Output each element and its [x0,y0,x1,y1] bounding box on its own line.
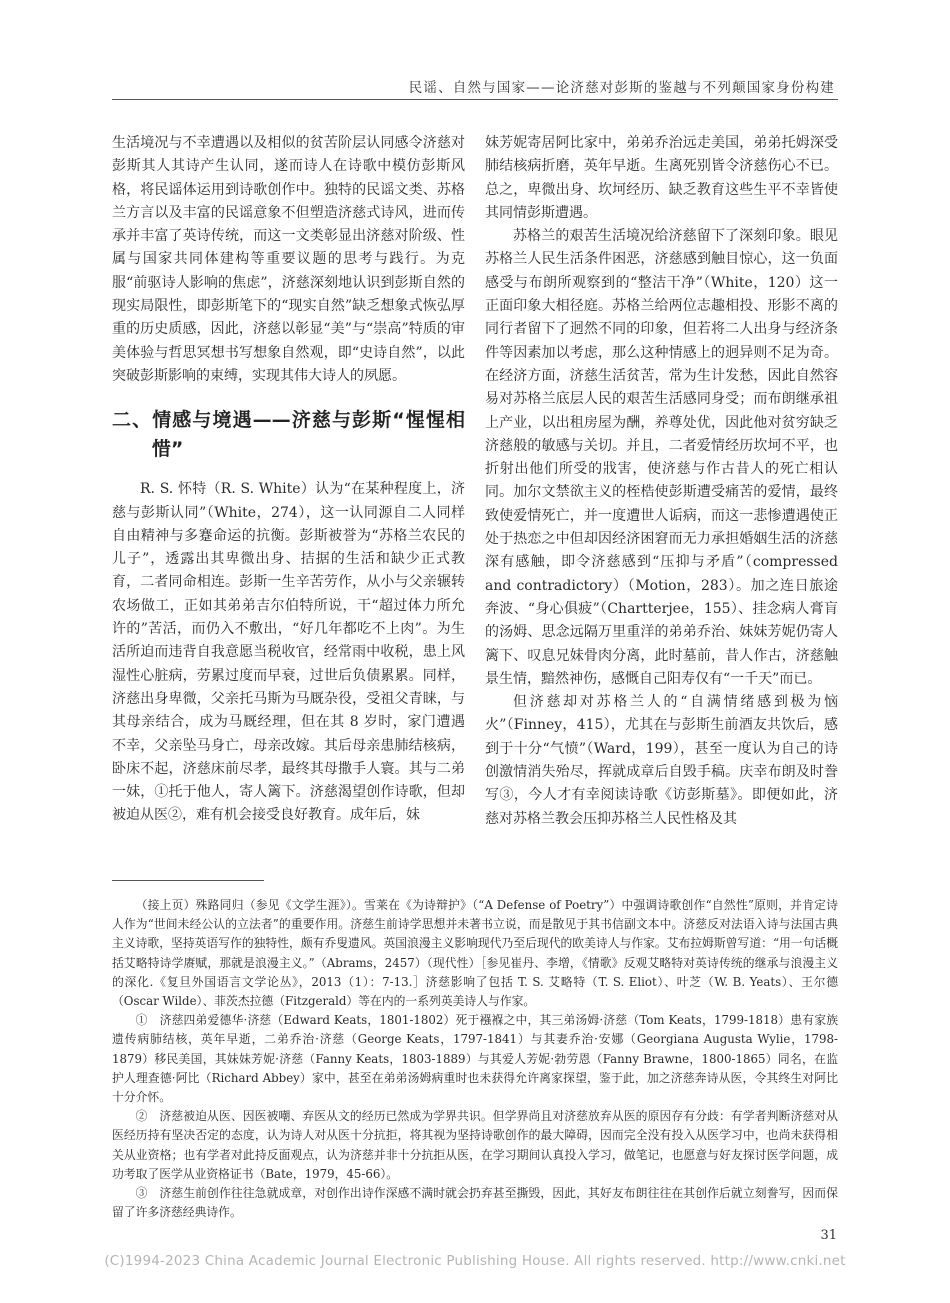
footnote-1: ① 济慈四弟爱德华·济慈（Edward Keats，1801-1802）死于襁褓之中，其三弟汤姆·济慈（Tom Keats，1799-1818）患有家族遗传病肺结核，英年早逝，二弟乔治·济慈（George Keats，1797-1841）与其妻乔治·安娜（Georgiana Augusta Wylie，1798-1879）移民美国，其妹妹芳妮·济慈（Fanny Keats，1803-1889）与其爱人芳妮·勃劳恩（Fanny Brawne，1800-1865）同名，在监护人理查德·阿比（Richard Abbey）家中，甚至在弟弟汤姆病重时也未获得允许离家探望，鉴于此，加之济慈奔诗从医，令其终生对阿比十分介怀。 [112,1013,838,1105]
left-column [112,132,465,828]
left-paragraph-1: 生活境况与不幸遭遇以及相似的贫苦阶层认同感令济慈对彭斯其人其诗产生认同，遂而诗人在诗歌中模仿彭斯风格，将民谣体运用到诗歌创作中。独特的民谣文类、苏格兰方言以及丰富的民谣意象不但塑造济慈式诗风，进而传承并丰富了英诗传统，而这一文类彰显出济慈对阶级、性属与国家共同体建构等重要议题的思考与践行。为克服“前驱诗人影响的焦虑”，济慈深刻地认识到彭斯自然的现实局限性，即彭斯笔下的“现实自然”缺乏想象式恢弘厚重的历史质感，因此，济慈以彰显“美”与“崇高”特质的审美体验与哲思冥想书写想象自然观，即“史诗自然”，以此突破彭斯影响的束缚，实现其伟大诗人的夙愿。 [112,135,465,384]
footnote-continued: （接上页）殊路同归（参见《文学生涯》）。雪莱在《为诗辩护》（“A Defense of Poetry”）中强调诗歌创作“自然性”原则，并肯定诗人作为“世间未经公认的立法者”的重要作用。济慈生前诗学思想并未著书立说，而是散见于其书信副文本中。济慈反对法语入诗与法国古典主义诗歌，坚持英语写作的独特性，颇有乔叟遗风。英国浪漫主义影响现代乃至后现代的欧美诗人与作家。艾布拉姆斯曾写道：“用一句话概括艾略特诗学赓赋，那就是浪漫主义。”（Abrams，2457）（现代性）［参见崔丹、李增，《情歌》反观艾略特对英诗传统的继承与浪漫主义的深化.《复旦外国语言文学论丛》，2013（1）：7-13.］济慈影响了包括 T. S. 艾略特（T. S. Eliot）、叶芝（W. B. Yeats）、王尔德（Oscar Wilde）、菲茨杰拉德（Fitzgerald）等在内的一系列英美诗人与作家。 [112,898,838,1009]
right-paragraph-3: 但济慈却对苏格兰人的“自满情绪感到极为恼火”（Finney，415），尤其在与彭斯生前酒友共饮后，感到于十分“气愤”（Ward，199），甚至一度认为自己的诗创激情消失殆尽，挥就成章后自毁手稿。庆幸布朗及时誊写③，今人才有幸阅读诗歌《访彭斯墓》。即便如此，济慈对苏格兰教会压抑苏格兰人民性格及其 [485,694,838,827]
footnote-2: ② 济慈被迫从医、因医被嘲、弃医从文的经历已然成为学界共识。但学界尚且对济慈放弃从医的原因存有分歧：有学者判断济慈对从医经历持有坚决否定的态度，认为诗人对从医十分抗拒，将其视为坚持诗歌创作的最大障碍，因而完全没有投入从医学习中，也尚未获得相关从业资格；也有学者对此持反面观点，认为济慈并非十分抗拒从医，在学习期间认真投入学习，做笔记，也愿意与好友探讨医学问题，成功考取了医学从业资格证书（Bate，1979，45-66）。 [112,1109,838,1181]
header-rule [112,99,838,100]
running-title: 民谣、自然与国家——论济慈对彭斯的鉴越与不列颠国家身份构建 [408,80,835,96]
left-paragraph-2: R. S. 怀特（R. S. White）认为“在某种程度上，济慈与彭斯认同”（White，274），这一认同源自二人同样自由精神与多蹇命运的抗衡。彭斯被誉为“苏格兰农民的儿子”，透露出其卑微出身、拮据的生活和缺少正式教育，二者同命相连。彭斯一生辛苦劳作，从小与父亲辗转农场做工，正如其弟弟吉尔伯特所说，干“超过体力所允许的”苦活，而仍入不敷出，“好几年都吃不上肉”。为生活所迫而违背自我意愿当税收官，经常雨中收税，患上风湿性心脏病，劳累过度而早衰，过世后负债累累。同样，济慈出身卑微，父亲托马斯为马厩杂役，受祖父青睐，与其母亲结合，成为马厩经理，但在其 8 岁时，家门遭遇不幸，父亲坠马身亡，母亲改嫁。其后母亲患肺结核病，卧床不起，济慈床前尽孝，最终其母撒手人寰。其与二弟一妹，①托于他人，寄人篱下。济慈渴望创作诗歌，但却被迫从医②，难有机会接受良好教育。成年后，妹 [112,481,465,824]
right-paragraph-2: 苏格兰的艰苦生活境况给济慈留下了深刻印象。眼见苏格兰人民生活条件困恶，济慈感到触目惊心，这一负面感受与布朗所观察到的“整洁干净”（White，120）这一正面印象大相径庭。苏格兰给两位志趣相投、形影不离的同行者留下了迥然不同的印象，但若将二人出身与经济条件等因素加以考虑，那么这种情感上的迥异则不足为奇。在经济方面，济慈生活贫苦，常为生计发愁，因此自然容易对苏格兰底层人民的艰苦生活感同身受；而布朗继承祖上产业，以出租房屋为酬，养尊处优，因此他对贫穷缺乏济慈般的敏感与关切。并且，二者爱情经历坎坷不平，也折射出他们所受的戕害，使济慈与作古昔人的死亡相认同。加尔文禁欲主义的桎梏使彭斯遭受痛苦的爱情，最终致使爱情死亡，并一度遭世人诟病，而这一悲惨遭遇使正处于热恋之中但却因经济困窘而无力承担婚姻生活的济慈深有感触，即令济慈感到“压抑与矛盾”（compressed and contradictory）（Motion，283）。加之连日旅途奔波、“身心俱疲”（Chartterjee，155）、挂念病人膏肓的汤姆、思念远隔万里重洋的弟弟乔治、妹妹芳妮仍寄人篱下、叹息兄妹骨肉分离，此时墓前，昔人作古，济慈触景生情，黯然神伤，感慨自己阳寿仅有“一千天”而已。 [485,228,838,687]
copyright-watermark: (C)1994-2023 China Academic Journal Electronic Publishing House. All rights reserved. http://www.cnki.net [104,1253,846,1269]
section-heading: 二、情感与境遇——济慈与彭斯“惺惺相惜” [112,409,465,461]
right-paragraph-1: 妹芳妮寄居阿比家中，弟弟乔治远走美国，弟弟托姆深受肺结核病折磨，英年早逝。生离死别皆令济慈伤心不已。总之，卑微出身、坎坷经历、缺乏教育这些生平不幸皆使其同情彭斯遭遇。 [485,135,838,221]
footnote-3: ③ 济慈生前创作往往急就成章，对创作出诗作深感不满时就会扔弃甚至撕毁，因此，其好友布朗往往在其创作后就立刻誊写，因而保留了许多济慈经典诗作。 [112,1186,838,1220]
footnote-rule [112,880,264,881]
right-column [485,132,838,831]
page-number: 31 [820,1228,837,1243]
footnotes [112,896,838,1222]
